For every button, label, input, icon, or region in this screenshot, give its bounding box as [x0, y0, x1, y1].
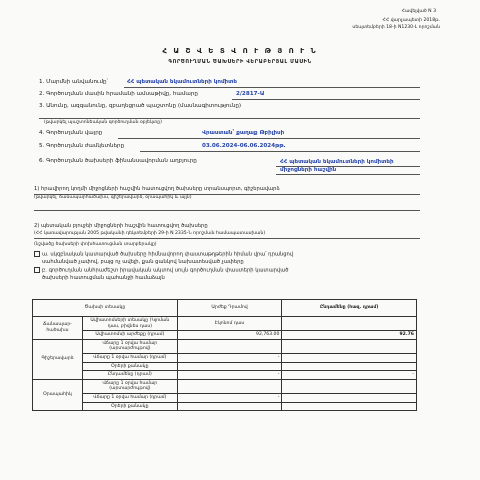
row-item: Ընդամենը (դրամ)	[82, 371, 177, 380]
table-row	[33, 317, 417, 331]
row-value	[177, 362, 282, 371]
option-b-checkbox	[34, 267, 40, 273]
table-row	[33, 379, 417, 393]
note-inviting-party-hint: (թվարկել՝ ճանապարհածախս, գիշերավարձ, օրապահիկ և այլն)	[34, 195, 192, 200]
header-expense-type: Ծախսի տեսակը	[33, 300, 178, 317]
field-6-underline-1	[276, 166, 420, 167]
row-item: Ավիատոմսի արժեքը (դրամ)	[82, 331, 177, 340]
row-total	[282, 339, 417, 353]
option-a-line-2: սահմանված չափով, բայց ոչ ավելի, քան ցանկով նախատեսված չափերը	[42, 259, 244, 265]
row-item: Ավիատոմսերի տեսակը (Կլոման դաս, բիզնես դաս)	[82, 317, 177, 331]
note-2-underline	[34, 238, 420, 239]
field-3-underline	[39, 118, 420, 119]
note-inviting-party: 1) հրավիրող կողմի միջոցների հաշվին հատուցվող ծախսերը տրանսպորտ, գիշերավարձ	[34, 186, 280, 192]
table-row	[33, 353, 417, 362]
row-value	[177, 339, 282, 353]
option-a-checkbox	[34, 251, 40, 257]
group-travel: Ճանապար-հածախս	[33, 317, 83, 340]
row-total	[282, 402, 417, 411]
field-1-value: ՀՀ պետական եկամուտների կոմիտե	[127, 79, 237, 85]
document-subtitle: ԳՈՐԾՈՒՂՄԱՆ ԾԱԽՍԵՐԻ ՎԵՐԱԲԵՐՅԱԼ ՄԱՍԻՆ	[168, 59, 312, 65]
option-b-text: բ. գործուղման անհրաժեշտ իրավական ակտով սույն գործուղման փաստերի կատարված	[42, 267, 289, 274]
table-row	[33, 362, 417, 371]
row-item: Վճարը 1 օրվա համար (դրամ)	[82, 353, 177, 362]
group-per-diem: Օրապահիկ	[33, 379, 83, 410]
field-5-value: 03.06.2024-06.06.2024թթ.	[202, 143, 286, 149]
table-row	[33, 402, 417, 411]
option-b-line-1	[34, 267, 289, 274]
row-item: Վճարը 1 օրվա համար (արտարժույթով)	[82, 379, 177, 393]
appendix-label: Հավելված N 3	[401, 9, 436, 14]
field-6-underline-2	[276, 174, 420, 175]
field-4-value: Վրաստան՝ քաղաք Թբիլիսի	[202, 130, 285, 136]
group-lodging: Գիշերավարձ	[33, 339, 83, 379]
field-2-underline	[232, 99, 420, 100]
field-6-label: 6. Գործուղման ծախսերի ֆինանսավորման աղբյուրը	[39, 158, 197, 164]
row-total	[282, 317, 417, 331]
field-6-value: ՀՀ պետական եկամուտների կոմիտեի միջոցների հաշվին	[280, 159, 394, 173]
table-row	[33, 339, 417, 353]
note-1-underline-2	[34, 210, 420, 211]
field-3-label: 3. Անունը, ազգանունը, զբաղեցրած պաշտոնը (մասնագիտությունը)	[39, 103, 242, 109]
row-total: 92.76	[282, 331, 417, 340]
row-total	[282, 393, 417, 402]
row-item: Վճարը 1 օրվա համար (դրամ)	[82, 393, 177, 402]
row-value	[177, 379, 282, 393]
row-value: -	[177, 371, 282, 380]
field-3-hint: (թվարկել պաշտոնեական գործուղման օբյեկտը)	[44, 120, 162, 125]
field-4-underline	[118, 138, 420, 139]
field-5-underline	[140, 151, 420, 152]
field-5-label: 5. Գործուղման ժամկետները	[39, 143, 125, 149]
table-row	[33, 371, 417, 380]
row-value	[177, 402, 282, 411]
table-row	[33, 393, 417, 402]
option-a-line-1	[34, 251, 293, 258]
note-state-budget-hint: (ՀՀ կառավարության 2005 թվականի դեկտեմբերի 29-ի N 2335-Ն որոշման համապատասխան)	[34, 231, 266, 236]
option-b-line-2: ծախսերի հատուցման պահանջի համաձայն	[42, 275, 165, 281]
field-4-label: 4. Գործուղման վայրը	[39, 130, 103, 136]
row-value: Էկոնոմ դաս	[177, 317, 282, 331]
field-2-value: 2/2817-Ա	[236, 91, 265, 97]
approval-line-1: ՀՀ վարչապետի 2018թ.	[382, 18, 440, 23]
row-item: Օրերի քանակը	[82, 402, 177, 411]
row-total	[282, 379, 417, 393]
row-total	[282, 353, 417, 362]
expenses-table	[32, 299, 417, 411]
field-1-label: 1. Մարմնի անվանումը՝	[39, 79, 108, 85]
header-total: Ընդամենը (հազ. դրամ)	[282, 300, 417, 317]
row-total	[282, 362, 417, 371]
header-value-amd: Արժեք Դրամով	[177, 300, 282, 317]
field-1-underline	[124, 87, 420, 88]
note-state-budget: 2) պետական բյուջեի միջոցների հաշվին հատուցվող ծախսերը	[34, 223, 208, 229]
row-value: -	[177, 393, 282, 402]
table-header-row	[33, 300, 417, 317]
row-value: -	[177, 353, 282, 362]
document-title: Հ Ա Շ Վ Ե Տ Վ Ո Ւ Թ Յ Ո Ւ Ն	[162, 47, 318, 55]
row-value: 92,763.00	[177, 331, 282, 340]
option-a-text: ա. սկզբնական կատարված ծախսերը հիմնավորող փաստաթղթերին հիման վրա՝ դրանցով	[42, 251, 294, 258]
row-total: -	[282, 371, 417, 380]
row-item: Օրերի քանակը	[82, 362, 177, 371]
approval-line-2: սեպտեմբերի 18-ի N1230-Լ որոշման	[352, 25, 440, 30]
field-2-label: 2. Գործուղման մասին հրամանի ամսաթիվը, համարը	[39, 91, 198, 97]
row-item: Վճարը 1 օրվա համար (արտարժույթով)	[82, 339, 177, 353]
table-row	[33, 331, 417, 340]
note-compensation-hint: (նշվածը ծախսերի փոխհատուցման տարբերակը)	[34, 242, 157, 247]
